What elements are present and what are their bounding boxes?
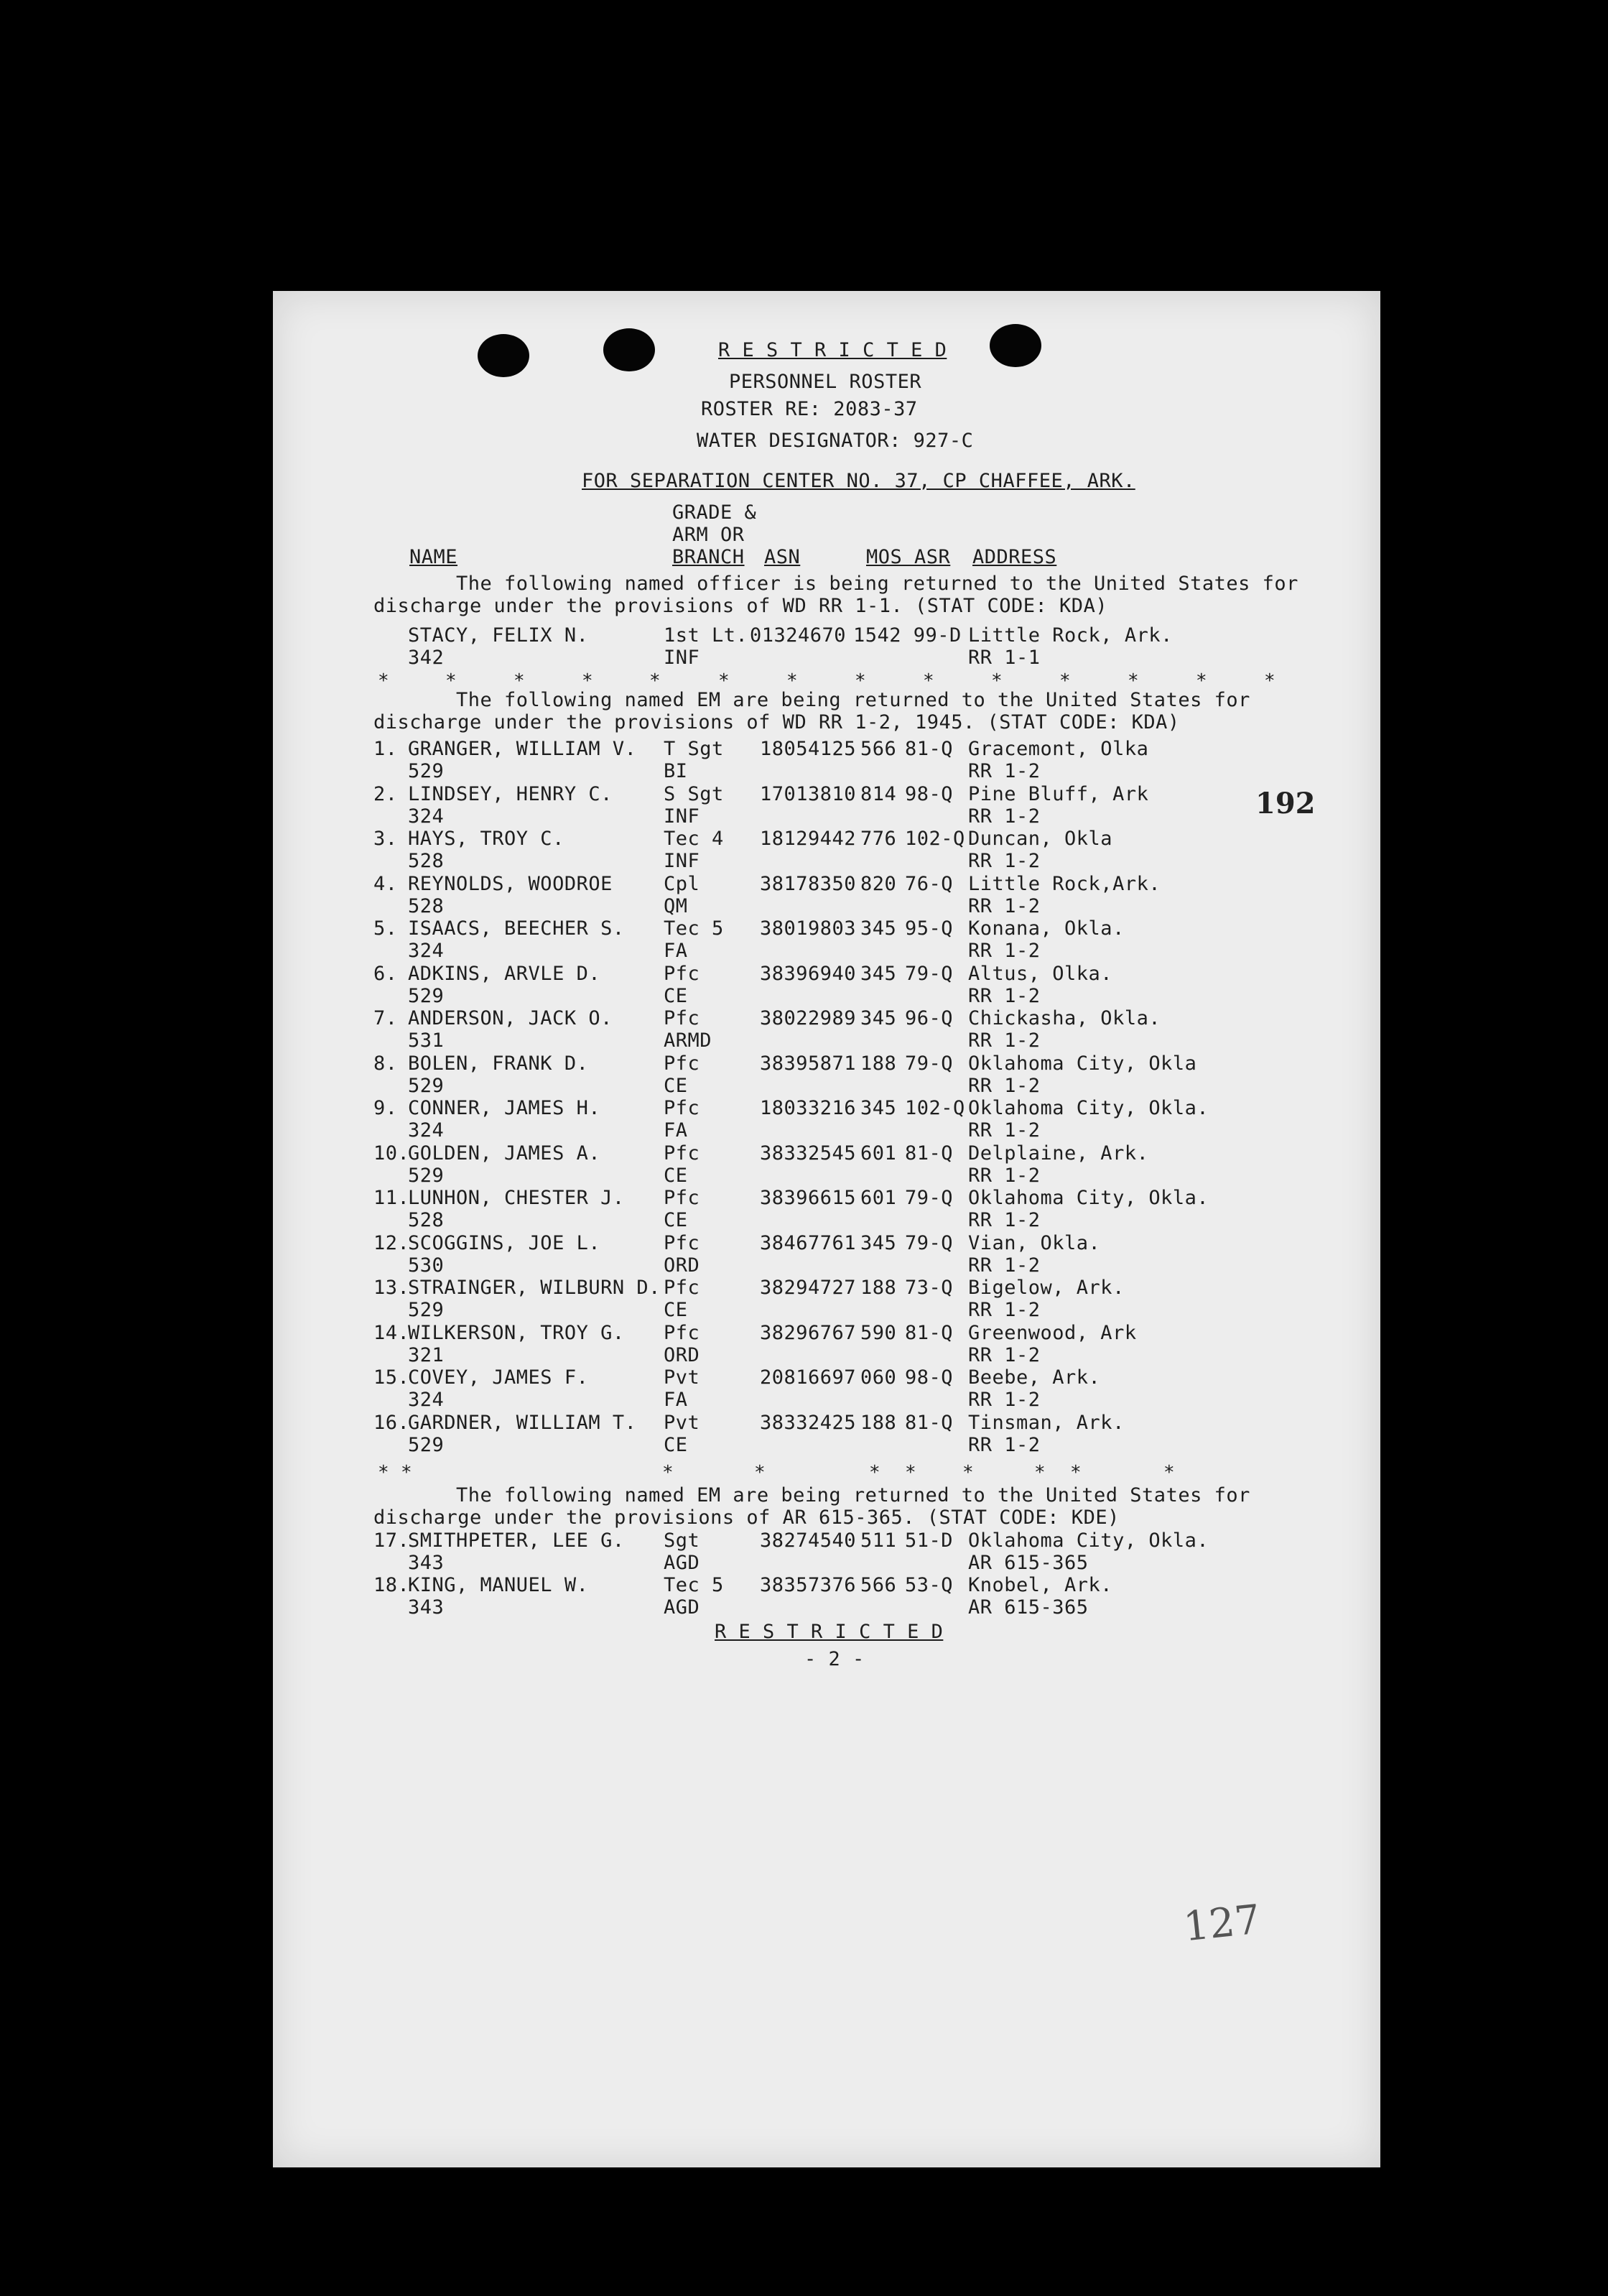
row-mos: 188 bbox=[860, 1411, 897, 1434]
row-code: 324 bbox=[408, 805, 445, 828]
section2-intro-1: The following named EM are being returned to the United States for bbox=[456, 689, 1250, 711]
row-branch: INF bbox=[664, 850, 700, 872]
row-branch: ORD bbox=[664, 1343, 700, 1366]
star-mark: * bbox=[378, 670, 389, 692]
row-name: COVEY, JAMES F. bbox=[408, 1366, 589, 1389]
row-name: LINDSEY, HENRY C. bbox=[408, 782, 613, 805]
row-mos: 060 bbox=[860, 1366, 897, 1389]
row-grade: Tec 5 bbox=[664, 917, 724, 940]
handwritten-number: 127 bbox=[1181, 1896, 1263, 1951]
row-asn: 18129442 bbox=[760, 828, 857, 850]
star-mark: * bbox=[582, 670, 593, 692]
row-address: Little Rock,Ark. bbox=[968, 872, 1161, 895]
row-address: Beebe, Ark. bbox=[968, 1366, 1101, 1389]
row-number: 13. bbox=[373, 1277, 410, 1299]
row-address: Konana, Okla. bbox=[968, 917, 1125, 940]
row-auth: RR 1-2 bbox=[968, 1389, 1041, 1411]
star-mark: * bbox=[1034, 1462, 1046, 1483]
row-name: REYNOLDS, WOODROE bbox=[408, 872, 613, 895]
row-mos: 814 bbox=[860, 782, 897, 805]
officer-code: 342 bbox=[408, 647, 445, 669]
row-grade: Pfc bbox=[664, 1277, 700, 1299]
row-asr: 95-Q bbox=[905, 917, 954, 940]
row-address: Tinsman, Ark. bbox=[968, 1411, 1125, 1434]
star-mark: * bbox=[662, 1462, 674, 1483]
row-number: 2. bbox=[373, 782, 398, 805]
row-asn: 17013810 bbox=[760, 782, 857, 805]
row-asn: 18054125 bbox=[760, 738, 857, 760]
row-branch: QM bbox=[664, 894, 688, 917]
officer-auth: RR 1-1 bbox=[968, 647, 1041, 669]
row-auth: AR 615-365 bbox=[968, 1552, 1089, 1574]
star-mark: * bbox=[754, 1462, 766, 1483]
row-mos: 566 bbox=[860, 738, 897, 760]
star-mark: * bbox=[401, 1462, 412, 1483]
star-mark: * bbox=[649, 670, 661, 692]
row-name: WILKERSON, TROY G. bbox=[408, 1321, 625, 1344]
row-code: 529 bbox=[408, 1433, 445, 1456]
star-mark: * bbox=[786, 670, 798, 692]
row-auth: RR 1-2 bbox=[968, 1433, 1041, 1456]
row-grade: T Sgt bbox=[664, 738, 724, 760]
row-address: Bigelow, Ark. bbox=[968, 1277, 1125, 1299]
row-name: GOLDEN, JAMES A. bbox=[408, 1142, 601, 1165]
row-grade: Sgt bbox=[664, 1529, 700, 1552]
row-address: Knobel, Ark. bbox=[968, 1574, 1113, 1596]
col-grade-2: ARM OR bbox=[672, 524, 745, 546]
punch-hole bbox=[478, 334, 529, 377]
row-address: Delplaine, Ark. bbox=[968, 1142, 1149, 1165]
row-grade: Pvt bbox=[664, 1366, 700, 1389]
row-branch: CE bbox=[664, 1433, 688, 1456]
section3-intro-2: discharge under the provisions of AR 615-365. (STAT CODE: KDE) bbox=[373, 1506, 1120, 1529]
row-asr: 73-Q bbox=[905, 1277, 954, 1299]
roster-title: PERSONNEL ROSTER bbox=[729, 371, 922, 393]
star-mark: * bbox=[869, 1462, 880, 1483]
row-name: CONNER, JAMES H. bbox=[408, 1097, 601, 1119]
row-number: 3. bbox=[373, 828, 398, 850]
row-number: 12. bbox=[373, 1231, 410, 1254]
row-branch: CE bbox=[664, 1209, 688, 1231]
row-auth: RR 1-2 bbox=[968, 850, 1041, 872]
row-branch: BI bbox=[664, 760, 688, 782]
row-asn: 38396940 bbox=[760, 962, 857, 985]
row-branch: FA bbox=[664, 1389, 688, 1411]
row-asn: 38274540 bbox=[760, 1529, 857, 1552]
row-branch: CE bbox=[664, 1164, 688, 1187]
row-grade: Tec 4 bbox=[664, 828, 724, 850]
roster-number: ROSTER RE: 2083-37 bbox=[701, 398, 918, 420]
row-grade: Pvt bbox=[664, 1411, 700, 1434]
row-code: 528 bbox=[408, 1209, 445, 1231]
col-address: ADDRESS bbox=[972, 546, 1057, 568]
row-name: LUNHON, CHESTER J. bbox=[408, 1187, 625, 1209]
row-mos: 345 bbox=[860, 917, 897, 940]
row-grade: Pfc bbox=[664, 1007, 700, 1029]
row-mos: 566 bbox=[860, 1574, 897, 1596]
row-auth: RR 1-2 bbox=[968, 1164, 1041, 1187]
row-code: 529 bbox=[408, 1164, 445, 1187]
row-code: 324 bbox=[408, 940, 445, 962]
row-address: Oklahoma City, Okla. bbox=[968, 1187, 1209, 1209]
document-page bbox=[273, 291, 1380, 2167]
star-mark: * bbox=[1128, 670, 1139, 692]
row-name: SMITHPETER, LEE G. bbox=[408, 1529, 625, 1552]
section3-intro-1: The following named EM are being returned to the United States for bbox=[456, 1484, 1250, 1506]
row-name: SCOGGINS, JOE L. bbox=[408, 1231, 601, 1254]
restricted-header: R E S T R I C T E D bbox=[718, 339, 947, 361]
row-asr: 79-Q bbox=[905, 1052, 954, 1075]
row-asr: 81-Q bbox=[905, 1411, 954, 1434]
row-auth: RR 1-2 bbox=[968, 1299, 1041, 1321]
row-asr: 79-Q bbox=[905, 1187, 954, 1209]
row-branch: FA bbox=[664, 1119, 688, 1142]
section2-intro-2: discharge under the provisions of WD RR 1-2, 1945. (STAT CODE: KDA) bbox=[373, 711, 1180, 733]
star-mark: * bbox=[513, 670, 525, 692]
row-branch: ARMD bbox=[664, 1029, 712, 1052]
row-asn: 38357376 bbox=[760, 1574, 857, 1596]
row-number: 4. bbox=[373, 872, 398, 895]
row-code: 529 bbox=[408, 1074, 445, 1097]
row-mos: 345 bbox=[860, 1231, 897, 1254]
row-name: GARDNER, WILLIAM T. bbox=[408, 1411, 637, 1434]
row-grade: Pfc bbox=[664, 962, 700, 985]
row-grade: Pfc bbox=[664, 1321, 700, 1344]
row-address: Vian, Okla. bbox=[968, 1231, 1101, 1254]
row-auth: RR 1-2 bbox=[968, 760, 1041, 782]
row-auth: RR 1-2 bbox=[968, 1254, 1041, 1277]
star-mark: * bbox=[1059, 670, 1071, 692]
row-mos: 345 bbox=[860, 1007, 897, 1029]
row-asr: 79-Q bbox=[905, 962, 954, 985]
star-mark: * bbox=[445, 670, 457, 692]
row-asr: 102-Q bbox=[905, 828, 965, 850]
row-code: 528 bbox=[408, 894, 445, 917]
row-auth: RR 1-2 bbox=[968, 1029, 1041, 1052]
col-mos-asr: MOS ASR bbox=[866, 546, 951, 568]
row-name: ADKINS, ARVLE D. bbox=[408, 962, 601, 985]
row-asr: 81-Q bbox=[905, 738, 954, 760]
row-address: Greenwood, Ark bbox=[968, 1321, 1137, 1344]
col-asn: ASN bbox=[764, 546, 801, 568]
officer-grade: 1st Lt. bbox=[664, 624, 748, 647]
row-branch: CE bbox=[664, 984, 688, 1007]
row-branch: AGD bbox=[664, 1596, 700, 1619]
row-asr: 81-Q bbox=[905, 1321, 954, 1344]
star-mark: * bbox=[378, 1462, 389, 1483]
row-asn: 38178350 bbox=[760, 872, 857, 895]
row-mos: 345 bbox=[860, 1097, 897, 1119]
row-auth: RR 1-2 bbox=[968, 1343, 1041, 1366]
row-number: 11. bbox=[373, 1187, 410, 1209]
row-name: ISAACS, BEECHER S. bbox=[408, 917, 625, 940]
row-code: 321 bbox=[408, 1343, 445, 1366]
row-number: 14. bbox=[373, 1321, 410, 1344]
star-mark: * bbox=[855, 670, 866, 692]
row-asn: 38294727 bbox=[760, 1277, 857, 1299]
row-mos: 590 bbox=[860, 1321, 897, 1344]
row-asn: 38332545 bbox=[760, 1142, 857, 1165]
star-mark: * bbox=[1163, 1462, 1175, 1483]
row-number: 18. bbox=[373, 1574, 410, 1596]
row-mos: 601 bbox=[860, 1142, 897, 1165]
officer-name: STACY, FELIX N. bbox=[408, 624, 589, 647]
star-mark: * bbox=[1070, 1462, 1082, 1483]
row-auth: RR 1-2 bbox=[968, 894, 1041, 917]
row-name: KING, MANUEL W. bbox=[408, 1574, 589, 1596]
row-mos: 188 bbox=[860, 1052, 897, 1075]
row-auth: RR 1-2 bbox=[968, 1209, 1041, 1231]
row-asn: 38019803 bbox=[760, 917, 857, 940]
row-mos: 776 bbox=[860, 828, 897, 850]
star-mark: * bbox=[962, 1462, 974, 1483]
row-asr: 53-Q bbox=[905, 1574, 954, 1596]
col-name: NAME bbox=[409, 546, 458, 568]
row-number: 1. bbox=[373, 738, 398, 760]
star-mark: * bbox=[718, 670, 730, 692]
row-code: 529 bbox=[408, 1299, 445, 1321]
row-mos: 820 bbox=[860, 872, 897, 895]
row-branch: FA bbox=[664, 940, 688, 962]
separation-center: FOR SEPARATION CENTER NO. 37, CP CHAFFEE, ARK. bbox=[582, 470, 1135, 492]
row-number: 8. bbox=[373, 1052, 398, 1075]
row-asn: 38467761 bbox=[760, 1231, 857, 1254]
section1-intro-2: discharge under the provisions of WD RR 1-1. (STAT CODE: KDA) bbox=[373, 595, 1108, 617]
row-code: 529 bbox=[408, 760, 445, 782]
row-address: Gracemont, Olka bbox=[968, 738, 1149, 760]
row-number: 7. bbox=[373, 1007, 398, 1029]
row-auth: RR 1-2 bbox=[968, 940, 1041, 962]
row-grade: Pfc bbox=[664, 1187, 700, 1209]
star-mark: * bbox=[923, 670, 934, 692]
water-designator: WATER DESIGNATOR: 927-C bbox=[697, 430, 974, 452]
officer-address: Little Rock, Ark. bbox=[968, 624, 1173, 647]
row-address: Oklahoma City, Okla. bbox=[968, 1097, 1209, 1119]
row-auth: AR 615-365 bbox=[968, 1596, 1089, 1619]
row-asr: 98-Q bbox=[905, 1366, 954, 1389]
row-code: 531 bbox=[408, 1029, 445, 1052]
officer-mos-asr: 1542 99-D bbox=[853, 624, 962, 647]
row-asn: 38296767 bbox=[760, 1321, 857, 1344]
row-branch: CE bbox=[664, 1074, 688, 1097]
star-mark: * bbox=[905, 1462, 916, 1483]
row-asr: 51-D bbox=[905, 1529, 954, 1552]
row-name: STRAINGER, WILBURN D. bbox=[408, 1277, 661, 1299]
row-asr: 98-Q bbox=[905, 782, 954, 805]
row-asn: 18033216 bbox=[760, 1097, 857, 1119]
row-code: 529 bbox=[408, 984, 445, 1007]
row-mos: 188 bbox=[860, 1277, 897, 1299]
row-code: 528 bbox=[408, 850, 445, 872]
row-auth: RR 1-2 bbox=[968, 1074, 1041, 1097]
row-auth: RR 1-2 bbox=[968, 984, 1041, 1007]
row-number: 10. bbox=[373, 1142, 410, 1165]
row-address: Oklahoma City, Okla bbox=[968, 1052, 1197, 1075]
row-name: GRANGER, WILLIAM V. bbox=[408, 738, 637, 760]
row-code: 324 bbox=[408, 1389, 445, 1411]
officer-asn: 01324670 bbox=[750, 624, 847, 647]
row-code: 324 bbox=[408, 1119, 445, 1142]
row-branch: AGD bbox=[664, 1552, 700, 1574]
row-asn: 20816697 bbox=[760, 1366, 857, 1389]
row-code: 343 bbox=[408, 1596, 445, 1619]
row-asr: 79-Q bbox=[905, 1231, 954, 1254]
row-code: 530 bbox=[408, 1254, 445, 1277]
star-mark: * bbox=[1264, 670, 1275, 692]
row-code: 343 bbox=[408, 1552, 445, 1574]
row-grade: Cpl bbox=[664, 872, 700, 895]
row-asr: 102-Q bbox=[905, 1097, 965, 1119]
row-grade: Pfc bbox=[664, 1052, 700, 1075]
row-asn: 38022989 bbox=[760, 1007, 857, 1029]
punch-hole bbox=[603, 328, 655, 371]
row-asr: 96-Q bbox=[905, 1007, 954, 1029]
row-number: 9. bbox=[373, 1097, 398, 1119]
col-grade-1: GRADE & bbox=[672, 501, 757, 524]
restricted-footer: R E S T R I C T E D bbox=[715, 1621, 944, 1643]
section1-intro-1: The following named officer is being returned to the United States for bbox=[456, 573, 1298, 595]
row-number: 6. bbox=[373, 962, 398, 985]
punch-hole bbox=[990, 324, 1041, 367]
row-grade: Tec 5 bbox=[664, 1574, 724, 1596]
page-number: - 2 - bbox=[804, 1648, 865, 1670]
col-branch: BRANCH bbox=[672, 546, 745, 568]
row-asn: 38332425 bbox=[760, 1411, 857, 1434]
row-grade: S Sgt bbox=[664, 782, 724, 805]
row-number: 17. bbox=[373, 1529, 410, 1552]
row-mos: 511 bbox=[860, 1529, 897, 1552]
row-address: Pine Bluff, Ark bbox=[968, 782, 1149, 805]
row-asr: 76-Q bbox=[905, 872, 954, 895]
row-asn: 38395871 bbox=[760, 1052, 857, 1075]
row-auth: RR 1-2 bbox=[968, 1119, 1041, 1142]
row-name: BOLEN, FRANK D. bbox=[408, 1052, 589, 1075]
row-branch: INF bbox=[664, 805, 700, 828]
row-number: 15. bbox=[373, 1366, 410, 1389]
row-mos: 345 bbox=[860, 962, 897, 985]
margin-stamp-number: 192 bbox=[1255, 787, 1316, 820]
row-grade: Pfc bbox=[664, 1231, 700, 1254]
star-mark: * bbox=[1196, 670, 1207, 692]
row-mos: 601 bbox=[860, 1187, 897, 1209]
row-asr: 81-Q bbox=[905, 1142, 954, 1165]
row-address: Oklahoma City, Okla. bbox=[968, 1529, 1209, 1552]
row-name: HAYS, TROY C. bbox=[408, 828, 564, 850]
row-auth: RR 1-2 bbox=[968, 805, 1041, 828]
row-number: 5. bbox=[373, 917, 398, 940]
row-address: Chickasha, Okla. bbox=[968, 1007, 1161, 1029]
row-grade: Pfc bbox=[664, 1097, 700, 1119]
row-address: Altus, Olka. bbox=[968, 962, 1113, 985]
row-number: 16. bbox=[373, 1411, 410, 1434]
row-name: ANDERSON, JACK O. bbox=[408, 1007, 613, 1029]
row-address: Duncan, Okla bbox=[968, 828, 1113, 850]
row-branch: CE bbox=[664, 1299, 688, 1321]
officer-branch: INF bbox=[664, 647, 700, 669]
row-branch: ORD bbox=[664, 1254, 700, 1277]
star-mark: * bbox=[991, 670, 1003, 692]
row-grade: Pfc bbox=[664, 1142, 700, 1165]
row-asn: 38396615 bbox=[760, 1187, 857, 1209]
